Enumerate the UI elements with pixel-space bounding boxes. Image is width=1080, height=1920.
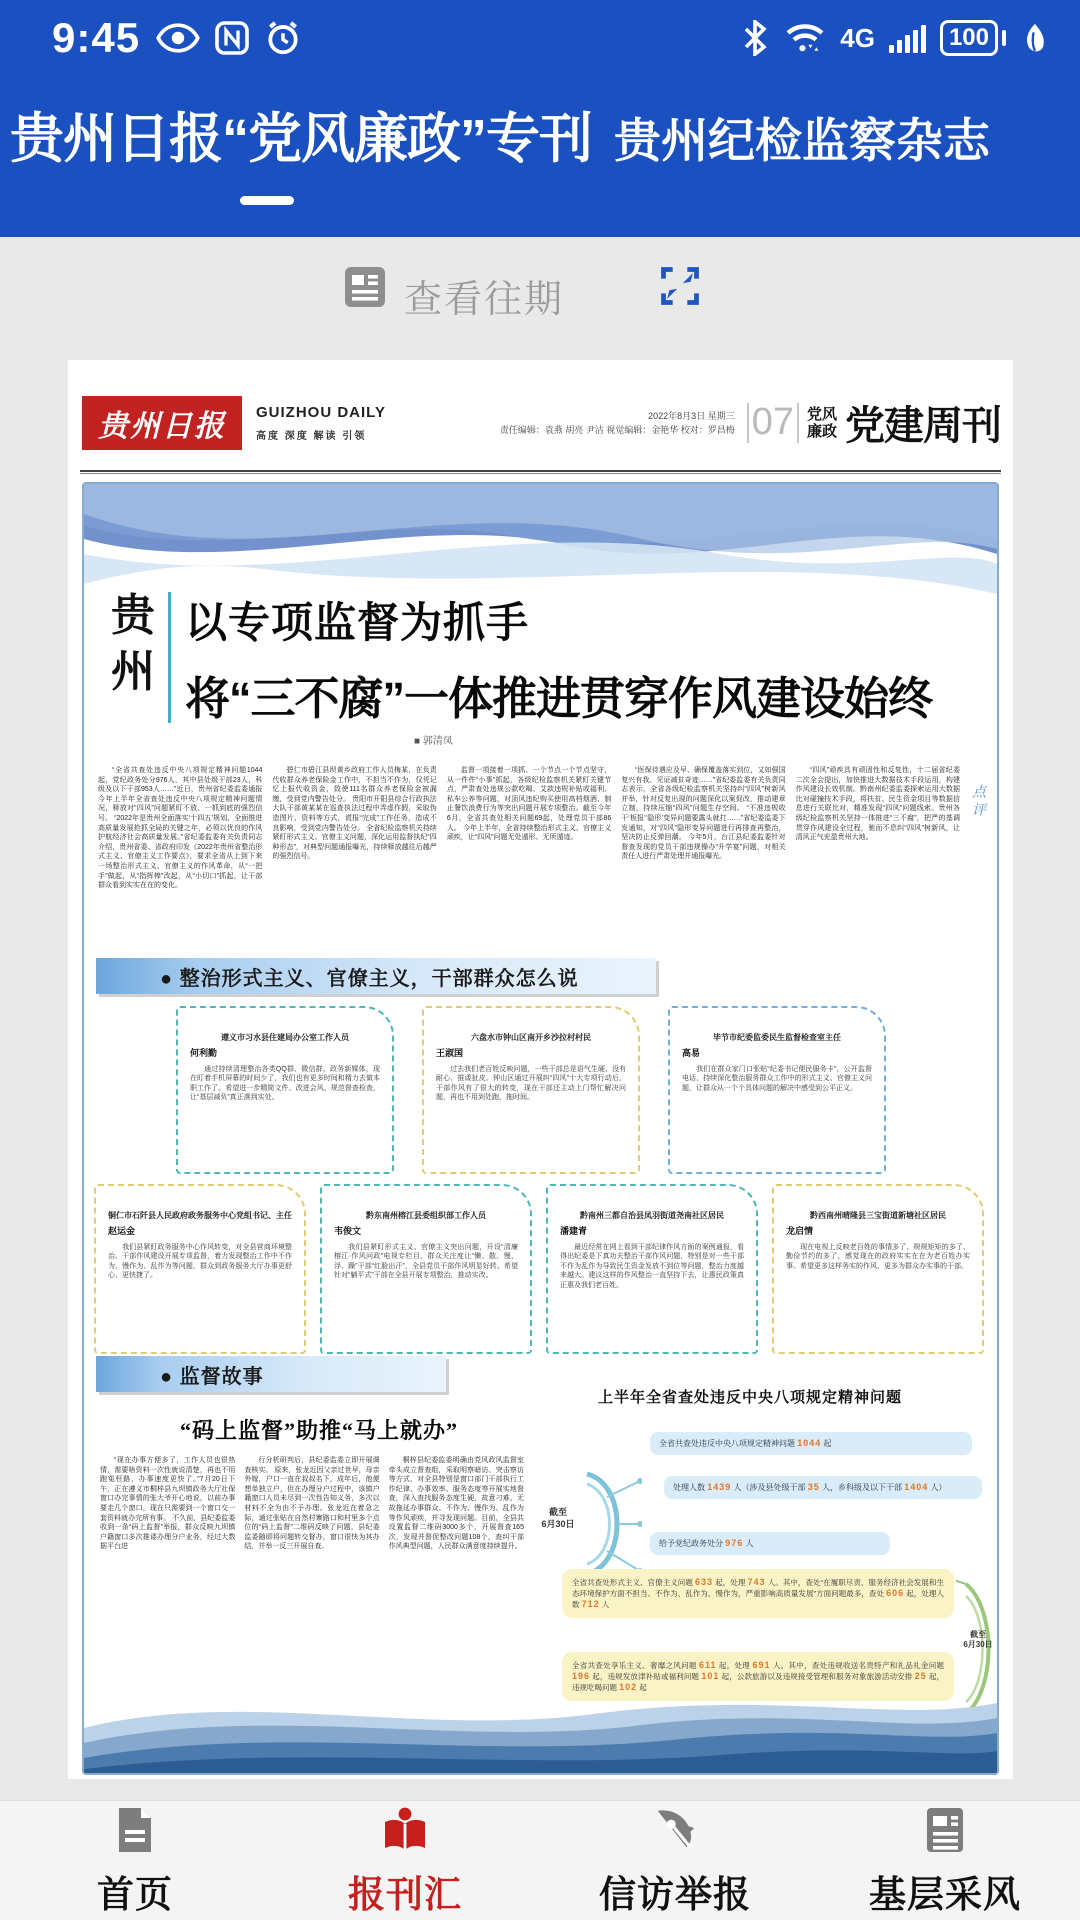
- battery-nub: [1002, 30, 1006, 46]
- decorative-waves-top: [84, 484, 997, 602]
- lead-headline-line1: 以专项监督为抓手: [185, 599, 530, 646]
- wifi-icon: [784, 21, 826, 55]
- lead-column: “医保待遇应及早、确保覆盖落实到位，又如强国复兴有我、见证减贫奇迹……”省纪委监委有关负责同志表示，全省各级纪检监察机关坚持纠“四风”树新风并举，针对反复出现的问题深化以案促改，推动建章立制，持续压缩“四风”问题生存空间。 “不准违规收干‘板报’‘隐形’变异问题要露头就打……”省纪委监委下发通知，对“四风”隐形变异问题进行再排查再整治，坚决防止反弹回潮。 今年5月，台江县纪委监委针对督查发现的党员干部违规操办“升学宴”问题，对相关责任人进行严肃处理并通报曝光。: [621, 767, 786, 861]
- masthead-english: [256, 404, 386, 442]
- page-number: 07: [747, 401, 799, 444]
- infographic-stat: 处理人数 1439 人（涉及县处级干部 35 人，乡科级及以下干部 1404 人）: [664, 1476, 982, 1499]
- infographic-stat: 全省共查处违反中央八项规定精神问题 1044 起: [650, 1432, 972, 1455]
- lead-location: 贵 州: [111, 591, 155, 696]
- open-book-icon: [379, 1804, 431, 1856]
- title-underline: [240, 196, 294, 205]
- story-column: “现在办事方便多了，工作人员也很热情，需要啥资料一次性就说清楚，再也不用跑冤枉路，办事速度更快了。”7月20日下午，正在遵义市桐梓县九坝镇政务大厅社保窗口办完事情的张大爷开心地说，以前办事要走几个窗口，现在只需要到一个窗口交一套资料就办完所有事。 不久前，县纪委监委收到一条“码上监督”举报，群众反映九坝镇户籍窗口多次推诿办理分户业务，经过大数据平台进: [100, 1457, 236, 1551]
- page-frame: [82, 482, 999, 1775]
- masthead-rule: [80, 470, 1001, 474]
- view-past-issues-button[interactable]: 查看往期: [404, 279, 565, 321]
- commentary-stamp: 点评: [970, 784, 985, 820]
- masthead-meta: [500, 409, 735, 437]
- nfc-icon: [214, 20, 250, 56]
- pen-nib-icon: [650, 1804, 700, 1856]
- story-headline: “码上监督”助推“马上就办”: [179, 1418, 458, 1443]
- nav-item-papers[interactable]: [270, 1801, 540, 1920]
- masthead-editors: 责任编辑：袁燕 胡亮 尹洁 视觉编辑：金艳华 校对：罗昌梅: [499, 424, 735, 435]
- section-header-voices: ● 整治形式主义、官僚主义，干部群众怎么说: [96, 958, 656, 994]
- clock: 9:45: [52, 14, 141, 61]
- lead-byline: ■ 郭清凤: [414, 736, 453, 747]
- infographic-date-label: 截至 6月30日: [541, 1507, 575, 1529]
- masthead-english-name: GUIZHOU DAILY: [256, 404, 386, 421]
- infographic-title: 上半年全省查处违反中央八项规定精神问题: [597, 1389, 902, 1406]
- masthead-slogan: 高度 深度 解读 引领: [256, 431, 367, 442]
- page-title-sub: 贵州纪检监察杂志: [614, 114, 990, 167]
- comment-card: 六盘水市钟山区南开乡沙拉村村民 王淑国 过去我们老百姓反映问题，一些干部总是语气生硬、没有耐心、推诿扯皮。钟山区通过开展纠“四风”十大专项行动后，干部作风有了很大的转变，现在干部还主动上门帮忙解决问题，再也不用到处跑、拖时间。: [422, 1006, 640, 1174]
- comment-card: 黔西南州晴隆县三宝街道新塘社区居民 龙启情 现在电视上反映老百姓的事情多了、规规矩矩的多了、勤俭节约的多了，感觉现在的政府实实在在为老百姓办实事。希望更多这样务实的作风、更多为群众办实事的干部。: [772, 1184, 984, 1354]
- home-doc-icon: [111, 1804, 159, 1856]
- infographic-date-label-2: 截至 6月30日: [963, 1630, 993, 1649]
- lead-headline-line2: 将“三不腐”一体推进贯穿作风建设始终: [185, 673, 933, 724]
- nav-item-home[interactable]: [0, 1801, 270, 1920]
- newspaper-page[interactable]: [68, 360, 1013, 1779]
- lead-headline-block: [108, 588, 932, 727]
- eco-leaf-icon: [1020, 21, 1050, 55]
- infographic-stat: 给予党纪政务处分 976 人: [650, 1532, 890, 1555]
- nav-label: 报刊汇: [348, 1874, 462, 1916]
- battery-icon: [940, 20, 1006, 56]
- masthead-right: [500, 394, 1001, 451]
- section-header-stories: ● 监督故事: [96, 1356, 446, 1392]
- nav-label: 信访举报: [599, 1874, 751, 1916]
- signal-bars-icon: [889, 23, 926, 53]
- lead-article-columns: [98, 766, 960, 952]
- headline-divider: [168, 592, 171, 723]
- comment-card: 黔东南州榕江县委组织部工作人员 韦俊文 我们县紧盯形式主义、官僚主义突出问题，开设“清廉榕江·作风问政”电视专栏目，群众关注度让“懒、散、慢、浮、躁”干部“红脸出汗”，全县党员干部作风明显好转。希望针对“躺平式”干部在全县开展专项整治，推动实改。: [320, 1184, 532, 1354]
- bluetooth-icon: [740, 20, 770, 56]
- past-issues-icon: [341, 263, 389, 311]
- page-title: [10, 96, 1080, 173]
- story-column: 桐梓县纪委监委明确由党风政风监督室牵头成立督查组，采取明察暗访、突击察访等方式，对全县特别是窗口部门干部执行工作纪律、办事效率、服务态度等开展实地督查，深入查找服务态度生硬、故意刁难、无故拖延办事群众、不作为、慢作为、乱作为等作风顽疾，并寻发现问题。目前，全县共设置监督二维码3000多个，开展督查165次，发现并督促整改问题108个，查纠干部作风典型问题，人民群众满意度持续提升。: [388, 1457, 524, 1551]
- comment-card: 铜仁市石阡县人民政府政务服务中心党组书记、主任 赵运金 我们县紧盯政务服务中心作风转变，对全县营商环境整治、干部作风建设开展专项监督，着力发现整治工作中不作为、慢作为、乱作为等问题，群众到政务服务大厅办事更舒心、更快捷了。: [94, 1184, 306, 1354]
- network-type-label: 4G: [840, 22, 875, 53]
- lead-column: “四风”顽疾具有顽固性和反复性，十二届省纪委二次全会提出，加快推进大数据技术手段运用，构建作风建设长效机制。黔南州纪委监委探索运用大数据比对碰撞技术手段，将扶贫、民生资金项目等数据信息进行关联比对，精准发现“四风”问题线索。贵州各级纪检监察机关坚持一体推进“三不腐”，把严的基调贯穿作风建设全过程，驰而不息纠“四风”树新风，让清风正气充盈贵州大地。: [795, 767, 961, 842]
- alarm-icon: [264, 19, 302, 57]
- masthead-tag: 党风 廉政: [806, 405, 837, 440]
- nav-label: 首页: [97, 1874, 173, 1916]
- weekly-name: 党建周刊: [845, 404, 1001, 448]
- comment-card: 黔南州三都自治县凤羽街道尧南社区居民 潘建青 最近经常在网上看到干部纪律作风方面的案例通报，看得出纪委是下真功夫整治干部作风问题，特别是对一些干部不作为乱作为导致民生资金发放不到位等问题，整治力度越来越大。建议这样的作风整治一直坚持下去，让惠民政策真正惠及我们老百姓。: [546, 1184, 758, 1354]
- fullscreen-icon[interactable]: [658, 264, 702, 308]
- comment-card: 遵义市习水县住建局办公室工作人员 何利勤 通过持续清理整治各类QQ群、微信群、政务新媒体，现在盯着手机屏幕的时间少了，我们也有更多时间和精力去做本职工作了。希望进一步精简文件、改进会风、规范督查检查，让“基层减负”真正落到实处。: [176, 1006, 394, 1174]
- page-title-main: 贵州日报“党风廉政”专刊: [10, 109, 592, 169]
- masthead-date: 2022年8月3日 星期三: [648, 410, 735, 421]
- masthead: [80, 392, 1001, 464]
- nav-item-grassroots[interactable]: [810, 1801, 1080, 1920]
- comment-card: 毕节市纪委监委民生监督检查室主任 高易 我们在群众家门口张贴“纪委书记便民服务卡”，公开监督电话，持续深化整治服务群众工作中的形式主义、官僚主义问题，让群众从一个个具体问题的解决中感受到公平正义。: [668, 1006, 886, 1174]
- newspaper-icon: [922, 1804, 968, 1856]
- lead-column: “全省共查处违反中央八项规定精神问题1044起，党纪政务处分976人，其中县处级干部23人，科级及以下干部953人……”近日，贵州省纪委监委通报今年上半年全省查处违反中央八项规定精神问题情况，释放对“四风”问题紧盯不放、一抓到底的强烈信号。 “2022年是贵州全面落实‘十四五’规划、全面推进高质量发展抢抓全局的关键之年，必须以优良的作风护航经济社会高质量发展。”省纪委监委有关负责同志介绍，贵州省委、省政府印发《2022年贵州省整治形式主义、官僚主义工作要点》，要求全省从上到下来一场整治形式主义、官僚主义的作风革命，从“一把手”做起，从“指挥棒”改起，从“小切口”抓起，让干部群众看到实实在在的变化。: [98, 767, 263, 890]
- lead-column: 监督一项接着一项抓、一个节点一个节点坚守，从一件件“小事”抓起，各级纪检监察机关紧盯关键节点，严肃查处违规公款吃喝、艾款违规补贴或福利、私车公养等问题，对顶风违纪购买使用高档烟酒、制止餐饮浪费行为等突出问题开展专项整治。截至今年6月，全省共查处相关问题69起，处理党员干部86人。 今年上半年，全省持续整治形式主义、官僚主义顽疾，让“四风”问题无处遁形、无所遁迹。: [446, 767, 612, 842]
- battery-percent: 100: [940, 20, 998, 56]
- infographic-detail-box: 全省共查处形式主义、官僚主义问题 633 起，处理 743 人。其中，查处“在履职尽责、服务经济社会发展和生态环境保护方面不担当、不作为、乱作为、慢作为，严重影响高质量发展”方面问题最多，查处 606 起，处理人数 712 人: [562, 1569, 954, 1618]
- nav-item-report[interactable]: [540, 1801, 810, 1920]
- infographic-detail-box: 全省共查处享乐主义、奢靡之风问题 611 起，处理 691 人。其中，查处违规收送名贵特产和礼品礼金问题 196 起，违规发放津补贴或福利问题 101 起，公款旅游以及违规接受管理和服务对象旅游活动安排 25 起，违规吃喝问题 102 起: [562, 1652, 954, 1701]
- decorative-waves-bottom: [84, 1673, 997, 1773]
- nav-label: 基层采风: [869, 1874, 1021, 1916]
- status-bar: [0, 0, 1080, 76]
- lead-column: 碧仁市碧江县坝黄乡政府工作人员梅某，在负责代收群众养老保险金工作中，不担当不作为，仅凭记忆上报代收资金，致使111名群众养老保险金被漏缴，受到党内警告处分。 贵阳市开阳县综合行政执法大队干部黄某某在巡查执法过程中弄虚作假，采取伪造图片、资料等方式，谎报“完成”工作任务，造成不良影响，受到党内警告处分。 全省纪检监察机关持续紧盯形式主义、官僚主义问题，深化运用监督执纪“四种形态”，对典型问题通报曝光，持续释放越往后越严的强烈信号。: [272, 767, 437, 861]
- newspaper-logo: 贵州日报: [82, 396, 242, 450]
- story-column: 行分析研判后，县纪委监委立即开展调查核实。 原来，张龙近因父亲过世早，母亲外嫁，户口一直在叔叔名下，成年后，他便想单独立户，但在办理分户过程中，该镇户籍窗口人员未尽到一次性告知义务，多次以材料不全为由不予办理。张龙近在着急之际，通过张贴在自然村寨路口和村里多个点位的“码上监督”二维码反映了问题，县纪委监委随即将问题转交督办，窗口很快为其办结，并举一反三开展自查。: [244, 1457, 380, 1551]
- eye-icon: [156, 21, 200, 55]
- bottom-navigation: [0, 1800, 1080, 1920]
- app-header: [0, 0, 1080, 237]
